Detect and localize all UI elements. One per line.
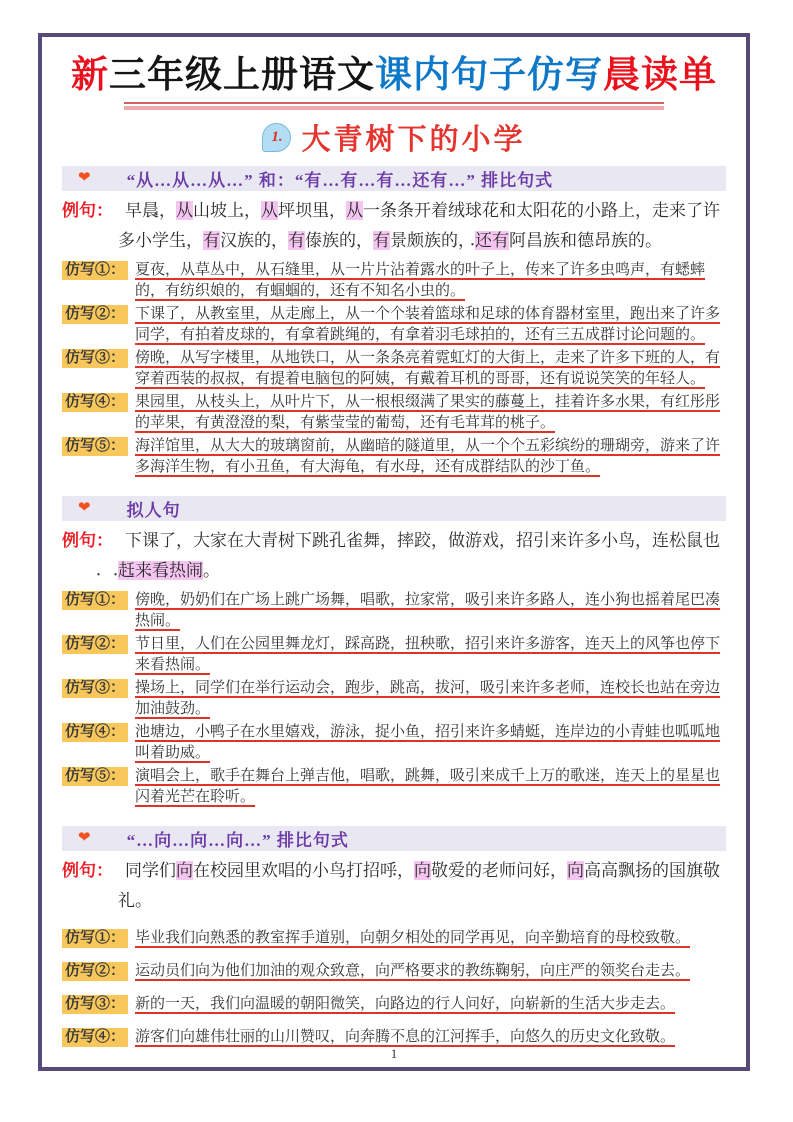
emphasized-char: 有 — [288, 231, 305, 250]
imitation-text: 傍晚，奶奶们在广场上跳广场舞，唱歌，拉家常，吸引来许多路人，连小狗也摇着尾巴凑热闹。 — [135, 592, 721, 629]
page-number: 1 — [390, 1046, 398, 1061]
emphasized-char: 还 — [475, 231, 492, 250]
imitation-row — [62, 392, 726, 434]
imitation-text: 节日里，人们在公园里舞龙灯，踩高跷，扭秧歌，招引来许多游客，连天上的风筝也停下来看热闹。 — [135, 636, 721, 673]
lesson-number: 1. — [271, 128, 283, 145]
section-heading-text: “…向…向…向…” 排比句式 — [126, 831, 349, 850]
emphasized-char: 向 — [414, 861, 431, 880]
imitation-row — [62, 1027, 726, 1048]
imitation-row — [62, 348, 726, 390]
imitation-row — [62, 961, 726, 982]
imitation-label: 仿写④： — [62, 393, 128, 412]
imitation-label: 仿写①： — [62, 261, 128, 280]
imitation-text: 毕业我们向熟悉的教室挥手道别，向朝夕相处的同学再见，向辛勤培育的母校致敬。 — [135, 930, 691, 946]
emphasized-char: 从 — [261, 201, 278, 220]
example-sentence — [62, 526, 726, 586]
emphasized-char: 有 — [373, 231, 390, 250]
title-segment-topic: 课内句子仿写 — [375, 54, 603, 95]
emphasized-char: 有 — [203, 231, 220, 250]
imitation-label: 仿写③： — [62, 349, 128, 368]
imitation-text: 夏夜，从草丛中，从石缝里，从一片片沾着露水的叶子上，传来了许多虫鸣声，有蟋蟀的，有纺织娘的，有蝈蝈的，还有不知名小虫的。 — [135, 262, 706, 299]
example-sentence — [62, 196, 726, 256]
imitation-label: 仿写④： — [62, 1028, 128, 1047]
emphasized-char: 有 — [492, 231, 509, 250]
example-sentence — [62, 856, 726, 916]
title-segment-sheet: 晨读单 — [603, 54, 717, 95]
imitation-text: 果园里，从枝头上，从叶片下，从一根根缀满了果实的藤蔓上，挂着许多水果，有红彤彤的苹果，有黄澄澄的梨，有紫莹莹的葡萄，还有毛茸茸的桃子。 — [135, 394, 721, 431]
imitation-row — [62, 994, 726, 1015]
imitation-text: 运动员们向为他们加油的观众致意，向严格要求的教练鞠躬，向庄严的领奖台走去。 — [135, 963, 691, 979]
imitation-row — [62, 590, 726, 632]
section-cong-you-parallel — [62, 166, 726, 478]
emphasized-char: 从 — [176, 201, 193, 220]
emphasized-char: 看 — [152, 561, 169, 580]
imitation-label: 仿写③： — [62, 679, 128, 698]
example-text: 下课了，大家在大青树下跳孔雀舞，摔跤，做游戏，招引来许多小鸟，连松鼠也赶来看热闹。 — [118, 531, 720, 580]
example-text: 早晨，从山坡上，从坪坝里，从一条条开着绒球花和太阳花的小路上，走来了许多小学生，有汉族的，有傣族的，有景颇族的，还有阿昌族和德昂族的。 — [118, 201, 720, 250]
heart-icon: ❤ — [78, 500, 91, 516]
emphasized-char: 赶 — [118, 561, 135, 580]
emphasized-char: 闹 — [186, 561, 203, 580]
title-divider — [124, 102, 664, 110]
lesson-number-badge — [262, 123, 291, 152]
imitation-row — [62, 766, 726, 808]
section-heading-bar — [62, 826, 726, 851]
lesson-heading — [62, 116, 726, 158]
imitation-row — [62, 928, 726, 949]
imitation-row — [62, 722, 726, 764]
emphasized-char: 从 — [346, 201, 363, 220]
section-xiang-parallel — [62, 826, 726, 1048]
imitation-label: 仿写③： — [62, 995, 128, 1014]
heart-icon: ❤ — [78, 170, 91, 186]
imitation-text: 新的一天，我们向温暖的朝阳微笑，向路边的行人问好，向崭新的生活大步走去。 — [135, 996, 676, 1012]
section-heading-bar — [62, 166, 726, 191]
lesson-name: 大青树下的小学 — [301, 123, 526, 156]
imitation-text: 傍晚，从写字楼里，从地铁口，从一条条亮着霓虹灯的大街上，走来了许多下班的人，有穿着西装的叔叔，有提着电脑包的阿姨，有戴着耳机的哥哥，还有说说笑笑的年轻人。 — [135, 350, 721, 387]
section-heading-bar — [62, 496, 726, 521]
example-label: 例句： — [62, 201, 113, 220]
imitation-row — [62, 634, 726, 676]
title-segment-grade: 三年级上册语文 — [109, 54, 375, 95]
emphasized-char: 向 — [176, 861, 193, 880]
imitation-label: 仿写④： — [62, 723, 128, 742]
page-title — [62, 53, 726, 97]
imitation-text: 池塘边，小鸭子在水里嬉戏，游泳，捉小鱼，招引来许多蜻蜓，连岸边的小青蛙也呱呱地叫着助威。 — [135, 724, 721, 761]
imitation-label: 仿写⑤： — [62, 767, 128, 786]
imitation-text: 游客们向雄伟壮丽的山川赞叹，向奔腾不息的江河挥手，向悠久的历史文化致敬。 — [135, 1029, 676, 1045]
imitation-text: 演唱会上，歌手在舞台上弹吉他，唱歌，跳舞，吸引来成千上万的歌迷，连天上的星星也闪着光芒在聆听。 — [135, 768, 721, 805]
section-heading-text: “从…从…从…” 和：“有…有…有…还有…” 排比句式 — [126, 171, 554, 190]
imitation-row — [62, 260, 726, 302]
imitation-text: 下课了，从教室里，从走廊上，从一个个装着篮球和足球的体育器材室里，跑出来了许多同学，有拍着皮球的，有拿着跳绳的，有拿着羽毛球拍的，还有三五成群讨论问题的。 — [135, 306, 721, 343]
worksheet-page — [38, 33, 750, 1071]
imitation-label: 仿写⑤： — [62, 437, 128, 456]
example-label: 例句： — [62, 531, 113, 550]
imitation-text: 海洋馆里，从大大的玻璃窗前，从幽暗的隧道里，从一个个五彩缤纷的珊瑚旁，游来了许多海洋生物，有小丑鱼，有大海龟，有水母，还有成群结队的沙丁鱼。 — [135, 438, 721, 475]
emphasized-char: 热 — [169, 561, 186, 580]
imitation-label: 仿写②： — [62, 305, 128, 324]
imitation-label: 仿写①： — [62, 591, 128, 610]
example-text: 同学们向在校园里欢唱的小鸟打招呼，向敬爱的老师问好，向高高飘扬的国旗敬礼。 — [118, 861, 720, 910]
section-heading-text: 拟人句 — [126, 501, 181, 520]
heart-icon: ❤ — [78, 830, 91, 846]
emphasized-char: 向 — [567, 861, 584, 880]
emphasized-char: 来 — [135, 561, 152, 580]
imitation-label: 仿写②： — [62, 635, 128, 654]
imitation-label: 仿写②： — [62, 962, 128, 981]
imitation-label: 仿写①： — [62, 929, 128, 948]
example-label: 例句： — [62, 861, 113, 880]
imitation-row — [62, 436, 726, 478]
title-segment-new: 新 — [71, 54, 109, 95]
section-personification — [62, 496, 726, 808]
imitation-row — [62, 304, 726, 346]
imitation-text: 操场上，同学们在举行运动会，跑步，跳高，拔河，吸引来许多老师，连校长也站在旁边加油鼓劲。 — [135, 680, 721, 717]
imitation-row — [62, 678, 726, 720]
